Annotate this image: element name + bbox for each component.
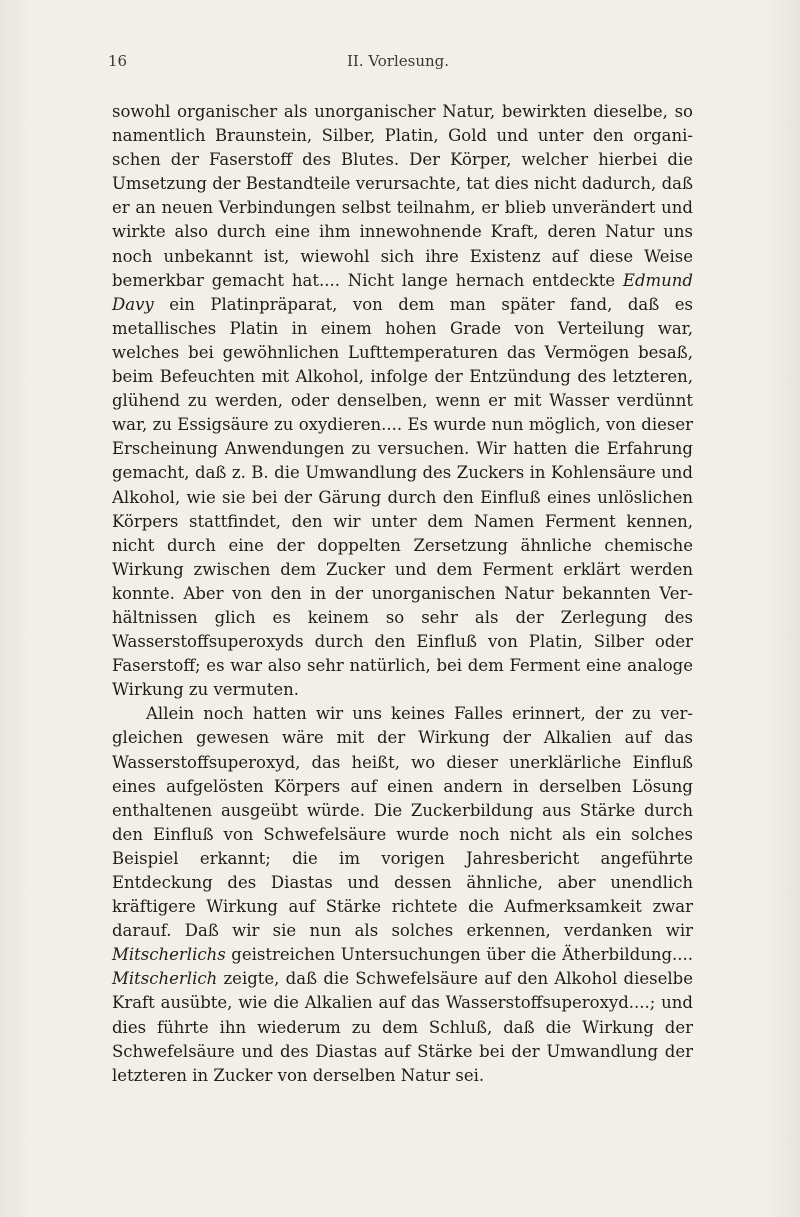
name-edmund-davy: Edmund Davy: [112, 270, 693, 314]
paragraph-2-text-3: zeigte, daß die Schwefelsäure auf den Alkohol dieselbe Kraft ausübte, wie die Alkalien auf das Wasserstoffsuperoxyd....; und dies führte ihn wiederum zu dem Schluß, daß die Wirkung der Schwefelsäure und des Diastas auf Stärke bei der Umwandlung der letzteren in Zucker von derselben Natur sei.: [112, 969, 693, 1085]
paragraph-2-text-1: Allein noch hatten wir uns keines Falles erinnert, der zu vergleichen gewesen wäre mit der Wirkung der Alkalien auf das Wasserstoffsuperoxyd, das heißt, wo dieser unerklärliche Einfluß eines aufgelösten Körpers auf einen andern in derselben Lösung enthaltenen ausgeübt würde. Die Zuckerbildung aus Stärke durch den Einfluß von Schwefelsäure wurde noch nicht als ein solches Beispiel erkannt; die im vorigen Jahresbericht angeführte Entdeckung des Diastas und dessen ähnliche, aber unendlich kräftigere Wirkung auf Stärke richtete die Aufmerksamkeit zwar darauf. Daß wir sie nun als solches erkennen, verdanken wir: [112, 704, 693, 941]
paragraph-2: [112, 702, 693, 1088]
paragraph-2-text-2: geistreichen Untersuchungen über die Ätherbildung....: [231, 945, 694, 965]
page-body: [112, 100, 693, 1088]
name-mitscherlich: Mitscherlich: [112, 969, 218, 989]
running-head: II. Vorlesung.: [346, 52, 450, 70]
page-number: 16: [108, 52, 128, 70]
page-header: [108, 52, 688, 76]
paragraph-1: [112, 100, 693, 702]
name-mitscherlichs: Mitscherlichs: [112, 945, 226, 965]
paragraph-1-text-2: ein Platinpräparat, von dem man später fand, daß es metallisches Platin in einem hohen Grade von Verteilung war, welches bei gewöhnlichen Lufttemperaturen das Vermögen besaß, beim Befeuchten mit Alkohol, infolge der Entzündung des letzteren, glühend zu werden, oder denselben, wenn er mit Wasser verdünnt war, zu Essigsäure zu oxydieren.... Es wurde nun möglich, von dieser Erscheinung Anwendungen zu versuchen. Wir hatten die Erfahrung gemacht, daß z. B. die Umwandlung des Zuckers in Kohlensäure und Alkohol, wie sie bei der Gärung durch den Einfluß eines unlöslichen Körpers stattfindet, den wir unter dem Namen Ferment kennen, nicht durch eine der doppelten Zersetzung ähnliche chemische Wirkung zwischen dem Zucker und dem Ferment erklärt werden konnte. Aber von den in der unorganischen Natur bekannten Verhältnissen glich es keinem so sehr als der Zerlegung des Wasserstoffsuperoxyds durch den Einfluß von Platin, Silber oder Faserstoff; es war also sehr natürlich, bei dem Ferment eine analoge Wirkung zu vermuten.: [112, 294, 694, 700]
paragraph-1-text-1: sowohl organischer als unorganischer Natur, bewirkten dieselbe, so namentlich Braunstein, Silber, Platin, Gold und unter den organischen der Faserstoff des Blutes. Der Körper, welcher hierbei die Umsetzung der Bestandteile verursachte, tat dies nicht dadurch, daß er an neuen Verbindungen selbst teilnahm, er blieb unverändert und wirkte also durch eine ihm innewohnende Kraft, deren Natur uns noch unbekannt ist, wiewohl sich ihre Existenz auf diese Weise bemerkbar gemacht hat.... Nicht lange hernach entdeckte: [112, 102, 693, 290]
